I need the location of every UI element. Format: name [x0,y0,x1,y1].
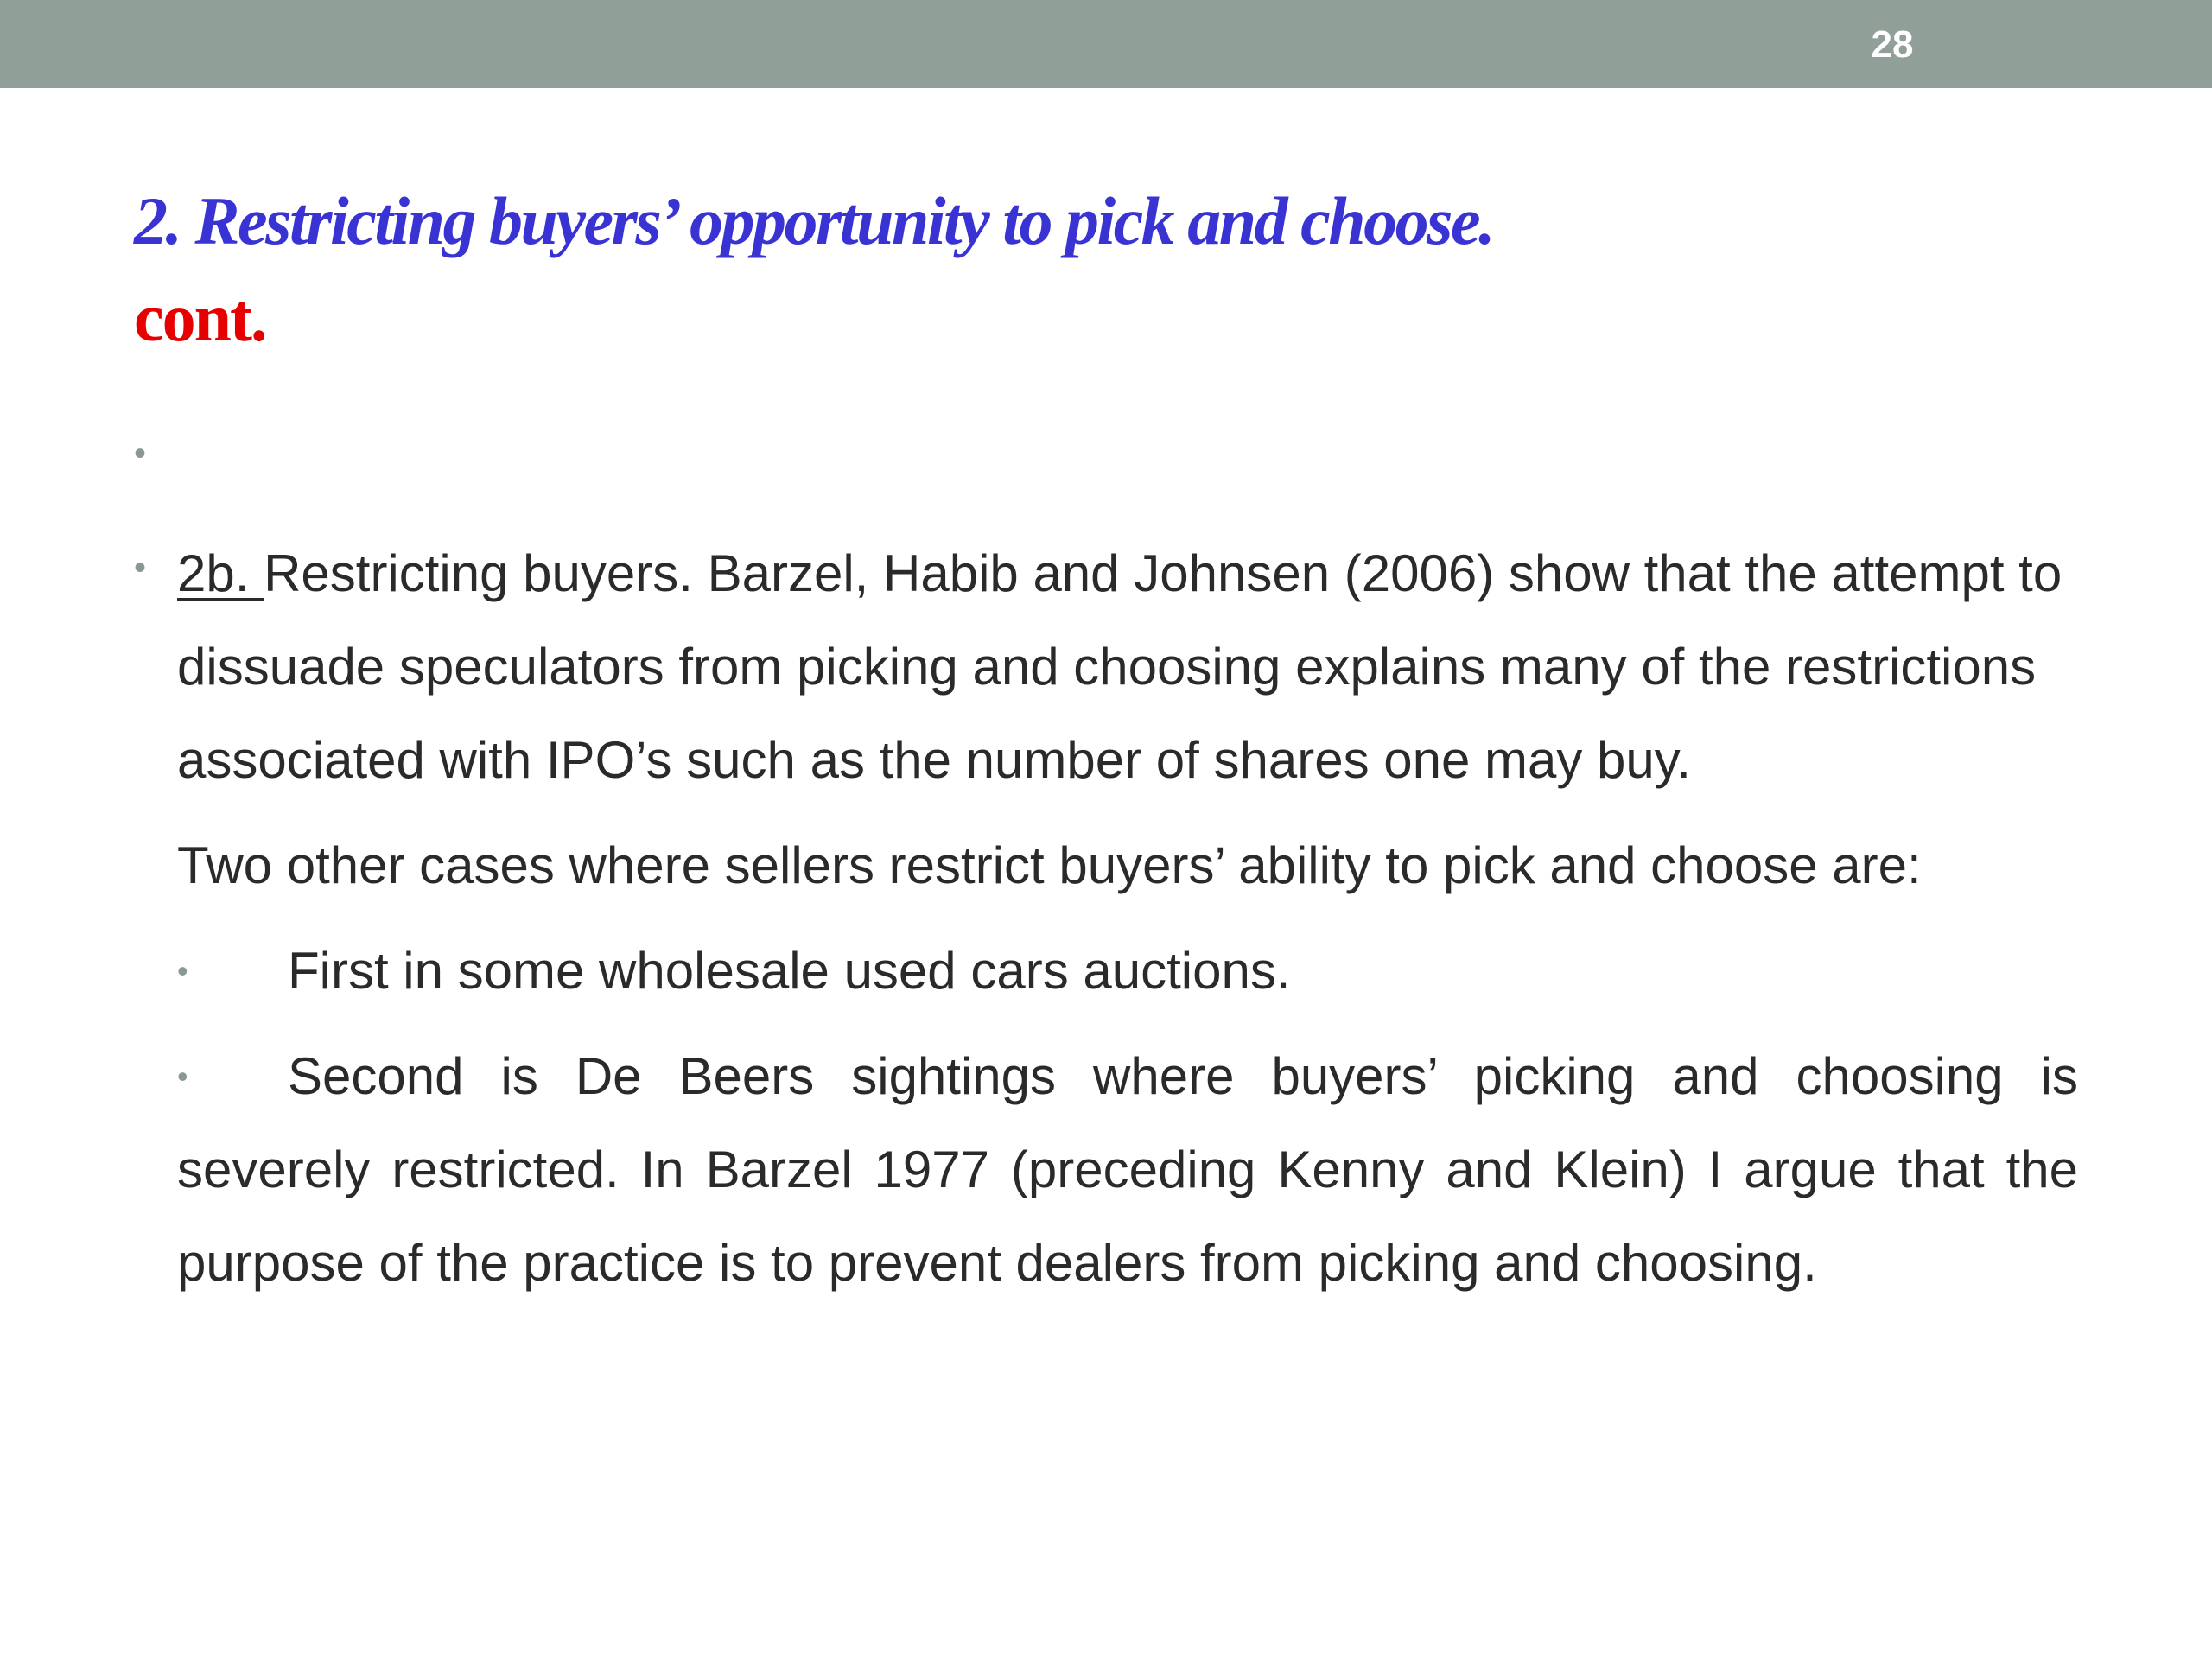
sub-item-second-first-line: Second is De Beers sightings where buyers’ picking and choosing is [288,1047,2078,1105]
empty-bullet-icon: • [134,435,147,473]
slide-subtitle: cont. [134,280,266,355]
sub-item-first [177,925,2078,1018]
slide-title: 2. Restricting buyers’ opportunity to pick and choose. [134,183,1494,258]
header-bar [0,0,2212,88]
bullet-icon: • [134,549,147,587]
slide-body [177,527,2078,1310]
sub-item-second [177,1030,2078,1310]
sub-bullet-icon: • [177,953,188,988]
slide-number: 28 [1871,23,1914,66]
bullet-2b [177,527,2078,807]
intro-text: Two other cases where sellers restrict buyers’ ability to pick and choose are: [177,836,1922,894]
bullet-2b-label: 2b. [177,544,264,602]
sub-item-second-rest: severely restricted. In Barzel 1977 (preceding Kenny and Klein) I argue that the purpose of the practice is to prevent dealers from picking and choosing. [177,1141,2078,1292]
bullet-2b-text: Restricting buyers. Barzel, Habib and Johnsen (2006) show that the attempt to dissuade speculators from picking and choosing explains many of the restrictions associated with IPO’s such as the number of shares one may buy. [177,544,2063,789]
sub-item-first-text: First in some wholesale used cars auctions. [288,942,1291,1000]
sub-bullet-icon: • [177,1058,188,1094]
